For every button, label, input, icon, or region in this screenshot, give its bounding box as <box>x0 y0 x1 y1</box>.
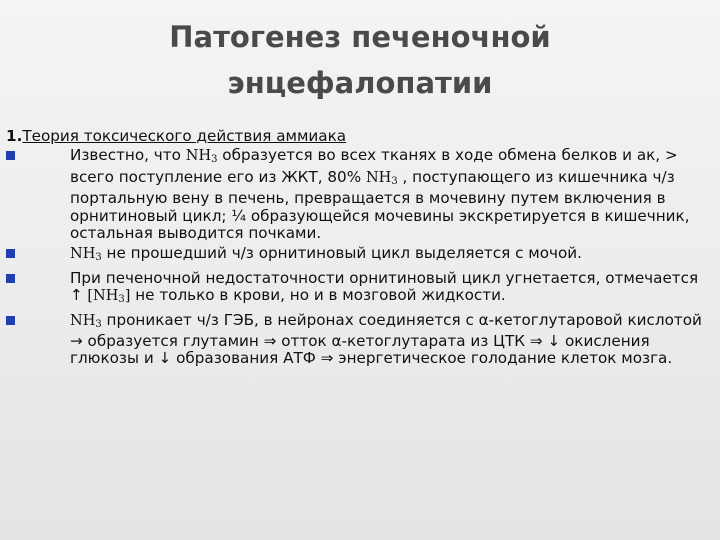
slide-title-line-2: энцефалопатии <box>227 66 493 100</box>
item-text: образуется глутамин <box>82 332 264 351</box>
list-item <box>6 270 706 309</box>
formula-base: NH <box>70 312 96 329</box>
ammonia-formula <box>70 313 102 329</box>
ammonia-formula <box>186 148 218 164</box>
section-heading-text: Теория токсического действия аммиака <box>22 127 347 145</box>
item-text: проникает ч/з ГЭБ, в нейронах соединяется с <box>101 310 479 329</box>
ammonia-formula <box>70 246 102 262</box>
formula-subscript: 3 <box>118 294 125 306</box>
list-item <box>6 245 706 266</box>
item-text: -кетоглутаровой кислотой <box>488 310 702 329</box>
item-text: -кетоглутарата из ЦТК <box>341 332 530 351</box>
ammonia-formula <box>93 288 125 304</box>
item-text: всего поступление его из ЖКТ, 80% <box>70 167 366 186</box>
ammonia-formula <box>366 170 398 186</box>
double-arrow-right-icon: ⇒ <box>529 332 543 351</box>
item-text: энергетическое голодание клеток мозга. <box>333 349 673 368</box>
formula-base: NH <box>365 169 392 186</box>
item-text: не прошедший ч/з орнитиновый цикл выделяется с мочой. <box>101 244 582 263</box>
item-text: отток <box>276 332 332 351</box>
formula-base: NH <box>93 288 119 305</box>
slide-title-line-1: Патогенез печеночной <box>169 20 551 54</box>
list-item <box>6 312 706 368</box>
list-item <box>6 147 706 242</box>
item-text: образуется во всех тканях в ходе обмена белков и ак, <box>217 146 665 165</box>
square-bullet-icon <box>6 274 15 283</box>
alpha-symbol: α <box>331 332 342 351</box>
bullet-list <box>6 147 706 367</box>
formula-base: NH <box>70 246 96 263</box>
square-bullet-icon <box>6 316 15 325</box>
greater-than-sign: > <box>664 146 678 165</box>
item-text: не только в крови, но и в мозговой жидкости. <box>130 286 506 305</box>
arrow-down-icon: ↓ <box>158 349 172 368</box>
square-bullet-icon <box>6 151 15 160</box>
slide-body <box>6 128 706 371</box>
formula-base: NH <box>185 148 212 165</box>
section-number: 1. <box>6 127 23 145</box>
double-arrow-right-icon: ⇒ <box>263 332 277 351</box>
formula-subscript: 3 <box>95 252 102 264</box>
item-text: образования АТФ <box>171 349 321 368</box>
arrow-down-icon: ↓ <box>547 332 561 351</box>
item-text: При печеночной недостаточности орнитиновый цикл угнетается, отмечается <box>70 268 699 287</box>
square-bullet-icon <box>6 249 15 258</box>
item-text: Известно, что <box>70 146 186 165</box>
item-text: окисления глюкозы и <box>70 332 650 368</box>
section-heading <box>6 128 706 145</box>
bracket-close: ] <box>124 288 131 305</box>
formula-subscript: 3 <box>391 175 398 187</box>
formula-subscript: 3 <box>95 318 102 330</box>
bracket-open: [ <box>82 288 94 305</box>
arrow-up-icon: ↑ <box>70 286 83 305</box>
double-arrow-right-icon: ⇒ <box>320 349 334 368</box>
arrow-right-icon: → <box>70 332 83 351</box>
alpha-symbol: α <box>478 310 489 329</box>
formula-subscript: 3 <box>211 154 218 166</box>
slide-title <box>0 14 720 106</box>
item-text: , поступающего из кишечника ч/з портальную вену в печень, превращается в мочевину путем включения в орнитиновый цикл; ¼ образующейся мочевины экскретируется в кишечник, остальная выводится почками. <box>70 167 690 243</box>
